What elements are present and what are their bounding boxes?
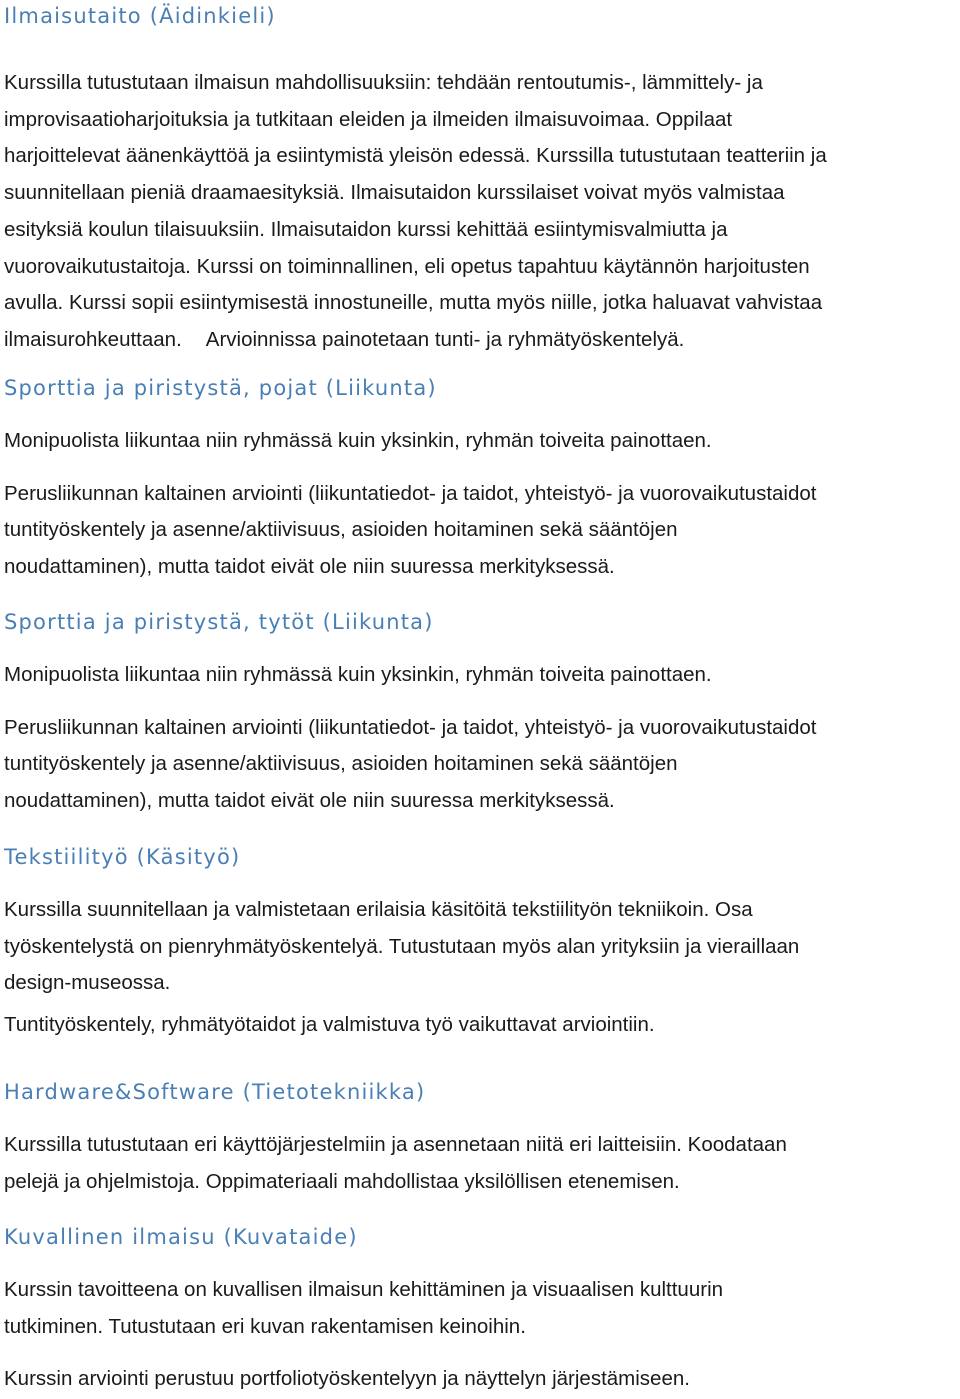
paragraph — [4, 65, 827, 359]
paragraph — [4, 1007, 799, 1044]
text-line: tuntityöskentely ja asenne/aktiivisuus, asioiden hoitaminen sekä sääntöjen — [4, 752, 678, 776]
text-line: design-museossa. — [4, 971, 171, 995]
section-heading: Kuvallinen ilmaisu (Kuvataide) — [4, 1225, 358, 1249]
text-line: Kurssilla tutustutaan eri käyttöjärjestelmiin ja asennetaan niitä eri laitteisiin. Koodataan — [4, 1133, 787, 1156]
paragraph — [4, 1272, 723, 1345]
text-line — [4, 322, 827, 359]
section-tekstiilityo — [4, 842, 799, 1044]
paragraph — [4, 657, 816, 694]
paragraph — [4, 1361, 723, 1398]
text-line: Kurssilla tutustutaan ilmaisun mahdollisuuksiin: tehdään rentoutumis-, lämmittely- ja — [4, 71, 763, 94]
text-line: Tuntityöskentely, ryhmätyötaidot ja valmistuva työ vaikuttavat arviointiin. — [4, 1013, 655, 1037]
text-line: tuntityöskentely ja asenne/aktiivisuus, asioiden hoitaminen sekä sääntöjen — [4, 518, 678, 542]
text-line: noudattaminen), mutta taidot eivät ole niin suuressa merkityksessä. — [4, 789, 615, 813]
text-line: tutkiminen. Tutustutaan eri kuvan rakentamisen keinoihin. — [4, 1314, 526, 1338]
section-heading: Tekstiilityö (Käsityö) — [4, 845, 241, 869]
paragraph — [4, 710, 816, 820]
text-line: pelejä ja ohjelmistoja. Oppimateriaali mahdollistaa yksilöllisen etenemisen. — [4, 1169, 680, 1193]
paragraph — [4, 476, 816, 586]
text-line: työskentelystä on pienryhmätyöskentelyä. Tutustutaan myös alan yrityksiin ja vieraillaan — [4, 934, 800, 958]
section-heading: Hardware&Software (Tietotekniikka) — [4, 1080, 426, 1104]
text-line: Monipuolista liikuntaa niin ryhmässä kuin yksinkin, ryhmän toiveita painottaen. — [4, 663, 712, 686]
text-fragment: ilmaisurohkeuttaan. — [4, 327, 182, 351]
text-line: noudattaminen), mutta taidot eivät ole niin suuressa merkityksessä. — [4, 555, 615, 579]
text-line: suunnitellaan pieniä draamaesityksiä. Ilmaisutaidon kurssilaiset voivat myös valmistaa — [4, 181, 785, 205]
text-line: Kurssin tavoitteena on kuvallisen ilmaisun kehittäminen ja visuaalisen kulttuurin — [4, 1278, 724, 1301]
text-fragment: Arvioinnissa painotetaan tunti- ja ryhmätyöskentelyä. — [205, 327, 685, 351]
section-heading: Ilmaisutaito (Äidinkieli) — [4, 4, 276, 28]
section-heading: Sporttia ja piristystä, pojat (Liikunta) — [4, 376, 437, 400]
text-line: Monipuolista liikuntaa niin ryhmässä kuin yksinkin, ryhmän toiveita painottaen. — [4, 429, 712, 452]
paragraph — [4, 892, 799, 1002]
section-kuvallinen-ilmaisu — [4, 1222, 723, 1398]
section-sporttia-pojat — [4, 373, 816, 586]
section-heading: Sporttia ja piristystä, tytöt (Liikunta) — [4, 610, 434, 634]
text-line: esityksiä koulun tilaisuuksiin. Ilmaisutaidon kurssi kehittää esiintymisvalmiutta ja — [4, 217, 728, 241]
section-hardware-software — [4, 1077, 787, 1200]
text-line: harjoittelevat äänenkäyttöä ja esiintymistä yleisön edessä. Kurssilla tutustutaan teatteriin ja — [4, 144, 827, 168]
section-sporttia-tytot — [4, 607, 816, 820]
paragraph — [4, 423, 816, 460]
text-line: Perusliikunnan kaltainen arviointi (liikuntatiedot- ja taidot, yhteistyö- ja vuorovaikutustaidot — [4, 715, 817, 739]
text-line: avulla. Kurssi sopii esiintymisestä innostuneille, mutta myös niille, jotka haluavat vahvistaa — [4, 291, 823, 315]
text-line: Kurssin arviointi perustuu portfoliotyöskentelyyn ja näyttelyn järjestämiseen. — [4, 1367, 690, 1391]
paragraph — [4, 1127, 787, 1200]
text-line: improvisaatioharjoituksia ja tutkitaan eleiden ja ilmeiden ilmaisuvoimaa. Oppilaat — [4, 107, 733, 131]
text-line: Kurssilla suunnitellaan ja valmistetaan erilaisia käsitöitä tekstiilityön tekniikoin. Osa — [4, 898, 753, 921]
text-line: vuorovaikutustaitoja. Kurssi on toiminnallinen, eli opetus tapahtuu käytännön harjoitusten — [4, 254, 810, 278]
text-line: Perusliikunnan kaltainen arviointi (liikuntatiedot- ja taidot, yhteistyö- ja vuorovaikutustaidot — [4, 481, 817, 505]
section-ilmaisutaito — [4, 0, 827, 359]
